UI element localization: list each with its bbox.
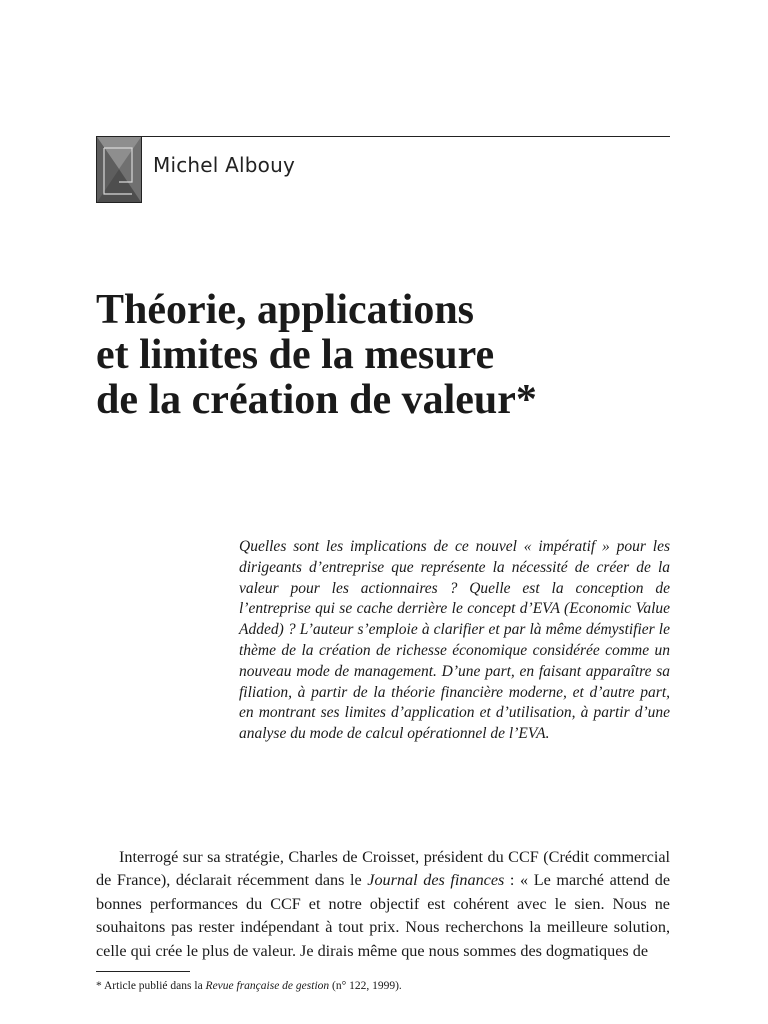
body-text-part-2: : « Le marché attend de bonnes performances du CCF et notre objectif est cohérent avec le sien. Nous ne souhaitons pas rester indépendant à tout prix. Nous recherchons la meilleure solution, celle qui crée le plus de valeur. Je dirais même que nous sommes des dogmatiques de xyxy=(96,871,671,960)
author-name: Michel Albouy xyxy=(153,153,295,177)
abstract: Quelles sont les implications de ce nouvel « impératif » pour les dirigeants d’entreprise que représente la nécessité de créer de la valeur pour les actionnaires ? Quelle est la conception de l’entreprise qui se cache derrière le concept d’EVA (Economic Value Added) ? L’auteur s’emploie à clarifier et par là même démystifier le thème de la création de richesse économique considérée comme un nouveau mode de management. D’une part, en faisant apparaître sa filiation, à partir de la théorie financière moderne, et d’autre part, en montrant ses limites d’application et d’utilisation, à partir d’une analyse du mode de calcul opérationnel de l’EVA. xyxy=(239,538,670,743)
body-paragraph xyxy=(96,846,670,963)
title-line-2: et limites de la mesure xyxy=(96,332,495,378)
footnote-rule xyxy=(96,971,190,972)
footnote-prefix: * Article publié dans la xyxy=(96,980,206,992)
article-title xyxy=(96,288,696,423)
footnote-journal: Revue française de gestion xyxy=(205,980,330,992)
footnote-suffix: (n° 122, 1999). xyxy=(329,980,402,992)
header-rule xyxy=(96,136,670,137)
journal-name: Journal des finances xyxy=(367,871,505,890)
body-text-part-1: Interrogé sur sa stratégie, Charles de Croisset, président du CCF (Crédit commercial de France), déclarait récemment dans le xyxy=(96,848,670,890)
footnote xyxy=(96,978,670,994)
title-line-1: Théorie, applications xyxy=(96,287,475,333)
title-line-3: de la création de valeur* xyxy=(96,377,537,423)
journal-logo-icon xyxy=(96,136,142,203)
